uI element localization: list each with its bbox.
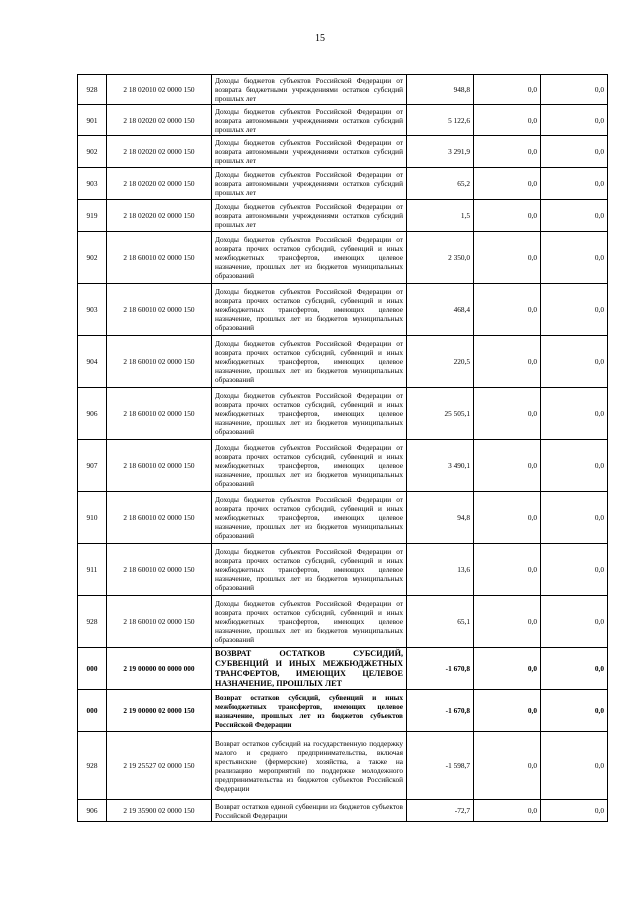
budget-code-cell: 2 19 35900 02 0000 150 [107,800,212,822]
admin-code-cell: 910 [78,492,107,544]
amount-cell: -1 598,7 [407,732,474,800]
amount-cell: 65,2 [407,168,474,200]
amount-cell: 0,0 [474,492,541,544]
description-cell: Доходы бюджетов субъектов Российской Федерации от возврата автономными учреждениями остатков субсидий прошлых лет [212,168,407,200]
description-cell: Возврат остатков субсидий, субвенций и иных межбюджетных трансфертов, имеющих целевое назначение, прошлых лет из бюджетов субъектов Российской Федерации [212,690,407,732]
amount-cell: -1 670,8 [407,648,474,690]
admin-code-cell: 903 [78,284,107,336]
budget-code-cell: 2 19 00000 00 0000 000 [107,648,212,690]
description-cell: Доходы бюджетов субъектов Российской Федерации от возврата прочих остатков субсидий, субвенций и иных межбюджетных трансфертов, имеющих целевое назначение, прошлых лет из бюджетов муниципальных образований [212,284,407,336]
amount-cell: 0,0 [474,200,541,232]
amount-cell: 0,0 [541,492,608,544]
admin-code-cell: 901 [78,105,107,136]
table-row [78,732,608,800]
amount-cell: -1 670,8 [407,690,474,732]
amount-cell: 0,0 [474,136,541,168]
description-cell: ВОЗВРАТ ОСТАТКОВ СУБСИДИЙ, СУБВЕНЦИЙ И ИНЫХ МЕЖБЮДЖЕТНЫХ ТРАНСФЕРТОВ, ИМЕЮЩИХ ЦЕЛЕВОЕ НАЗНАЧЕНИЕ, ПРОШЛЫХ ЛЕТ [212,648,407,690]
budget-code-cell: 2 18 60010 02 0000 150 [107,492,212,544]
amount-cell: 3 291,9 [407,136,474,168]
admin-code-cell: 000 [78,690,107,732]
description-cell: Доходы бюджетов субъектов Российской Федерации от возврата автономными учреждениями остатков субсидий прошлых лет [212,136,407,168]
amount-cell: 0,0 [474,648,541,690]
table-row [78,200,608,232]
admin-code-cell: 902 [78,136,107,168]
description-cell: Доходы бюджетов субъектов Российской Федерации от возврата прочих остатков субсидий, субвенций и иных межбюджетных трансфертов, имеющих целевое назначение, прошлых лет из бюджетов муниципальных образований [212,336,407,388]
admin-code-cell: 928 [78,732,107,800]
description-cell: Доходы бюджетов субъектов Российской Федерации от возврата прочих остатков субсидий, субвенций и иных межбюджетных трансфертов, имеющих целевое назначение, прошлых лет из бюджетов муниципальных образований [212,388,407,440]
amount-cell: 0,0 [541,168,608,200]
amount-cell: 0,0 [474,388,541,440]
description-cell: Доходы бюджетов субъектов Российской Федерации от возврата прочих остатков субсидий, субвенций и иных межбюджетных трансфертов, имеющих целевое назначение, прошлых лет из бюджетов муниципальных образований [212,492,407,544]
admin-code-cell: 928 [78,75,107,105]
amount-cell: 0,0 [541,648,608,690]
page-number: 15 [315,33,325,44]
description-cell: Доходы бюджетов субъектов Российской Федерации от возврата прочих остатков субсидий, субвенций и иных межбюджетных трансфертов, имеющих целевое назначение, прошлых лет из бюджетов муниципальных образований [212,232,407,284]
table-row [78,440,608,492]
budget-code-cell: 2 18 60010 02 0000 150 [107,232,212,284]
amount-cell: 0,0 [474,232,541,284]
amount-cell: 1,5 [407,200,474,232]
amount-cell: 5 122,6 [407,105,474,136]
budget-code-cell: 2 18 02020 02 0000 150 [107,136,212,168]
amount-cell: 3 490,1 [407,440,474,492]
table-row [78,284,608,336]
table-row [78,388,608,440]
amount-cell: 0,0 [541,136,608,168]
amount-cell: 0,0 [541,200,608,232]
budget-code-cell: 2 19 00000 02 0000 150 [107,690,212,732]
amount-cell: 0,0 [541,75,608,105]
table-row [78,544,608,596]
admin-code-cell: 919 [78,200,107,232]
amount-cell: 0,0 [474,75,541,105]
description-cell: Возврат остатков субсидий на государственную поддержку малого и среднего предпринимательства, включая крестьянские (фермерские) хозяйства, а также на реализацию мероприятий по поддержке молодежного предпринимательства из бюджетов субъектов Российской Федерации [212,732,407,800]
amount-cell: 0,0 [474,732,541,800]
amount-cell: 0,0 [474,336,541,388]
table-row [78,336,608,388]
budget-code-cell: 2 18 02020 02 0000 150 [107,168,212,200]
table-row [78,232,608,284]
table-row [78,648,608,690]
description-cell: Доходы бюджетов субъектов Российской Федерации от возврата автономными учреждениями остатков субсидий прошлых лет [212,105,407,136]
amount-cell: 0,0 [541,544,608,596]
amount-cell: 94,8 [407,492,474,544]
admin-code-cell: 907 [78,440,107,492]
amount-cell: 0,0 [474,690,541,732]
admin-code-cell: 903 [78,168,107,200]
amount-cell: 0,0 [474,544,541,596]
budget-code-cell: 2 19 25527 02 0000 150 [107,732,212,800]
description-cell: Доходы бюджетов субъектов Российской Федерации от возврата прочих остатков субсидий, субвенций и иных межбюджетных трансфертов, имеющих целевое назначение, прошлых лет из бюджетов муниципальных образований [212,596,407,648]
table-row [78,596,608,648]
amount-cell: 0,0 [541,440,608,492]
description-cell: Доходы бюджетов субъектов Российской Федерации от возврата автономными учреждениями остатков субсидий прошлых лет [212,200,407,232]
table-row [78,800,608,822]
budget-code-cell: 2 18 60010 02 0000 150 [107,544,212,596]
budget-code-cell: 2 18 60010 02 0000 150 [107,388,212,440]
budget-code-cell: 2 18 60010 02 0000 150 [107,284,212,336]
amount-cell: -72,7 [407,800,474,822]
amount-cell: 0,0 [541,336,608,388]
amount-cell: 468,4 [407,284,474,336]
admin-code-cell: 906 [78,388,107,440]
amount-cell: 25 505,1 [407,388,474,440]
admin-code-cell: 906 [78,800,107,822]
amount-cell: 0,0 [541,388,608,440]
table-row [78,75,608,105]
amount-cell: 0,0 [474,596,541,648]
amount-cell: 0,0 [541,596,608,648]
amount-cell: 65,1 [407,596,474,648]
amount-cell: 13,6 [407,544,474,596]
budget-code-cell: 2 18 02010 02 0000 150 [107,75,212,105]
amount-cell: 2 350,0 [407,232,474,284]
amount-cell: 0,0 [541,732,608,800]
budget-code-cell: 2 18 02020 02 0000 150 [107,200,212,232]
amount-cell: 0,0 [541,800,608,822]
amount-cell: 0,0 [541,105,608,136]
description-cell: Возврат остатков единой субвенции из бюджетов субъектов Российской Федерации [212,800,407,822]
admin-code-cell: 904 [78,336,107,388]
description-cell: Доходы бюджетов субъектов Российской Федерации от возврата бюджетными учреждениями остатков субсидий прошлых лет [212,75,407,105]
admin-code-cell: 000 [78,648,107,690]
revenue-table [77,74,608,822]
admin-code-cell: 911 [78,544,107,596]
budget-code-cell: 2 18 02020 02 0000 150 [107,105,212,136]
amount-cell: 0,0 [474,284,541,336]
budget-code-cell: 2 18 60010 02 0000 150 [107,336,212,388]
description-cell: Доходы бюджетов субъектов Российской Федерации от возврата прочих остатков субсидий, субвенций и иных межбюджетных трансфертов, имеющих целевое назначение, прошлых лет из бюджетов муниципальных образований [212,544,407,596]
amount-cell: 948,8 [407,75,474,105]
table-row [78,105,608,136]
admin-code-cell: 928 [78,596,107,648]
amount-cell: 0,0 [541,284,608,336]
table-row [78,492,608,544]
amount-cell: 0,0 [474,440,541,492]
amount-cell: 0,0 [541,690,608,732]
table-row [78,690,608,732]
amount-cell: 0,0 [541,232,608,284]
amount-cell: 0,0 [474,105,541,136]
table-body [78,75,608,822]
amount-cell: 0,0 [474,800,541,822]
table-row [78,136,608,168]
admin-code-cell: 902 [78,232,107,284]
amount-cell: 220,5 [407,336,474,388]
description-cell: Доходы бюджетов субъектов Российской Федерации от возврата прочих остатков субсидий, субвенций и иных межбюджетных трансфертов, имеющих целевое назначение, прошлых лет из бюджетов муниципальных образований [212,440,407,492]
amount-cell: 0,0 [474,168,541,200]
budget-code-cell: 2 18 60010 02 0000 150 [107,596,212,648]
table-row [78,168,608,200]
budget-code-cell: 2 18 60010 02 0000 150 [107,440,212,492]
